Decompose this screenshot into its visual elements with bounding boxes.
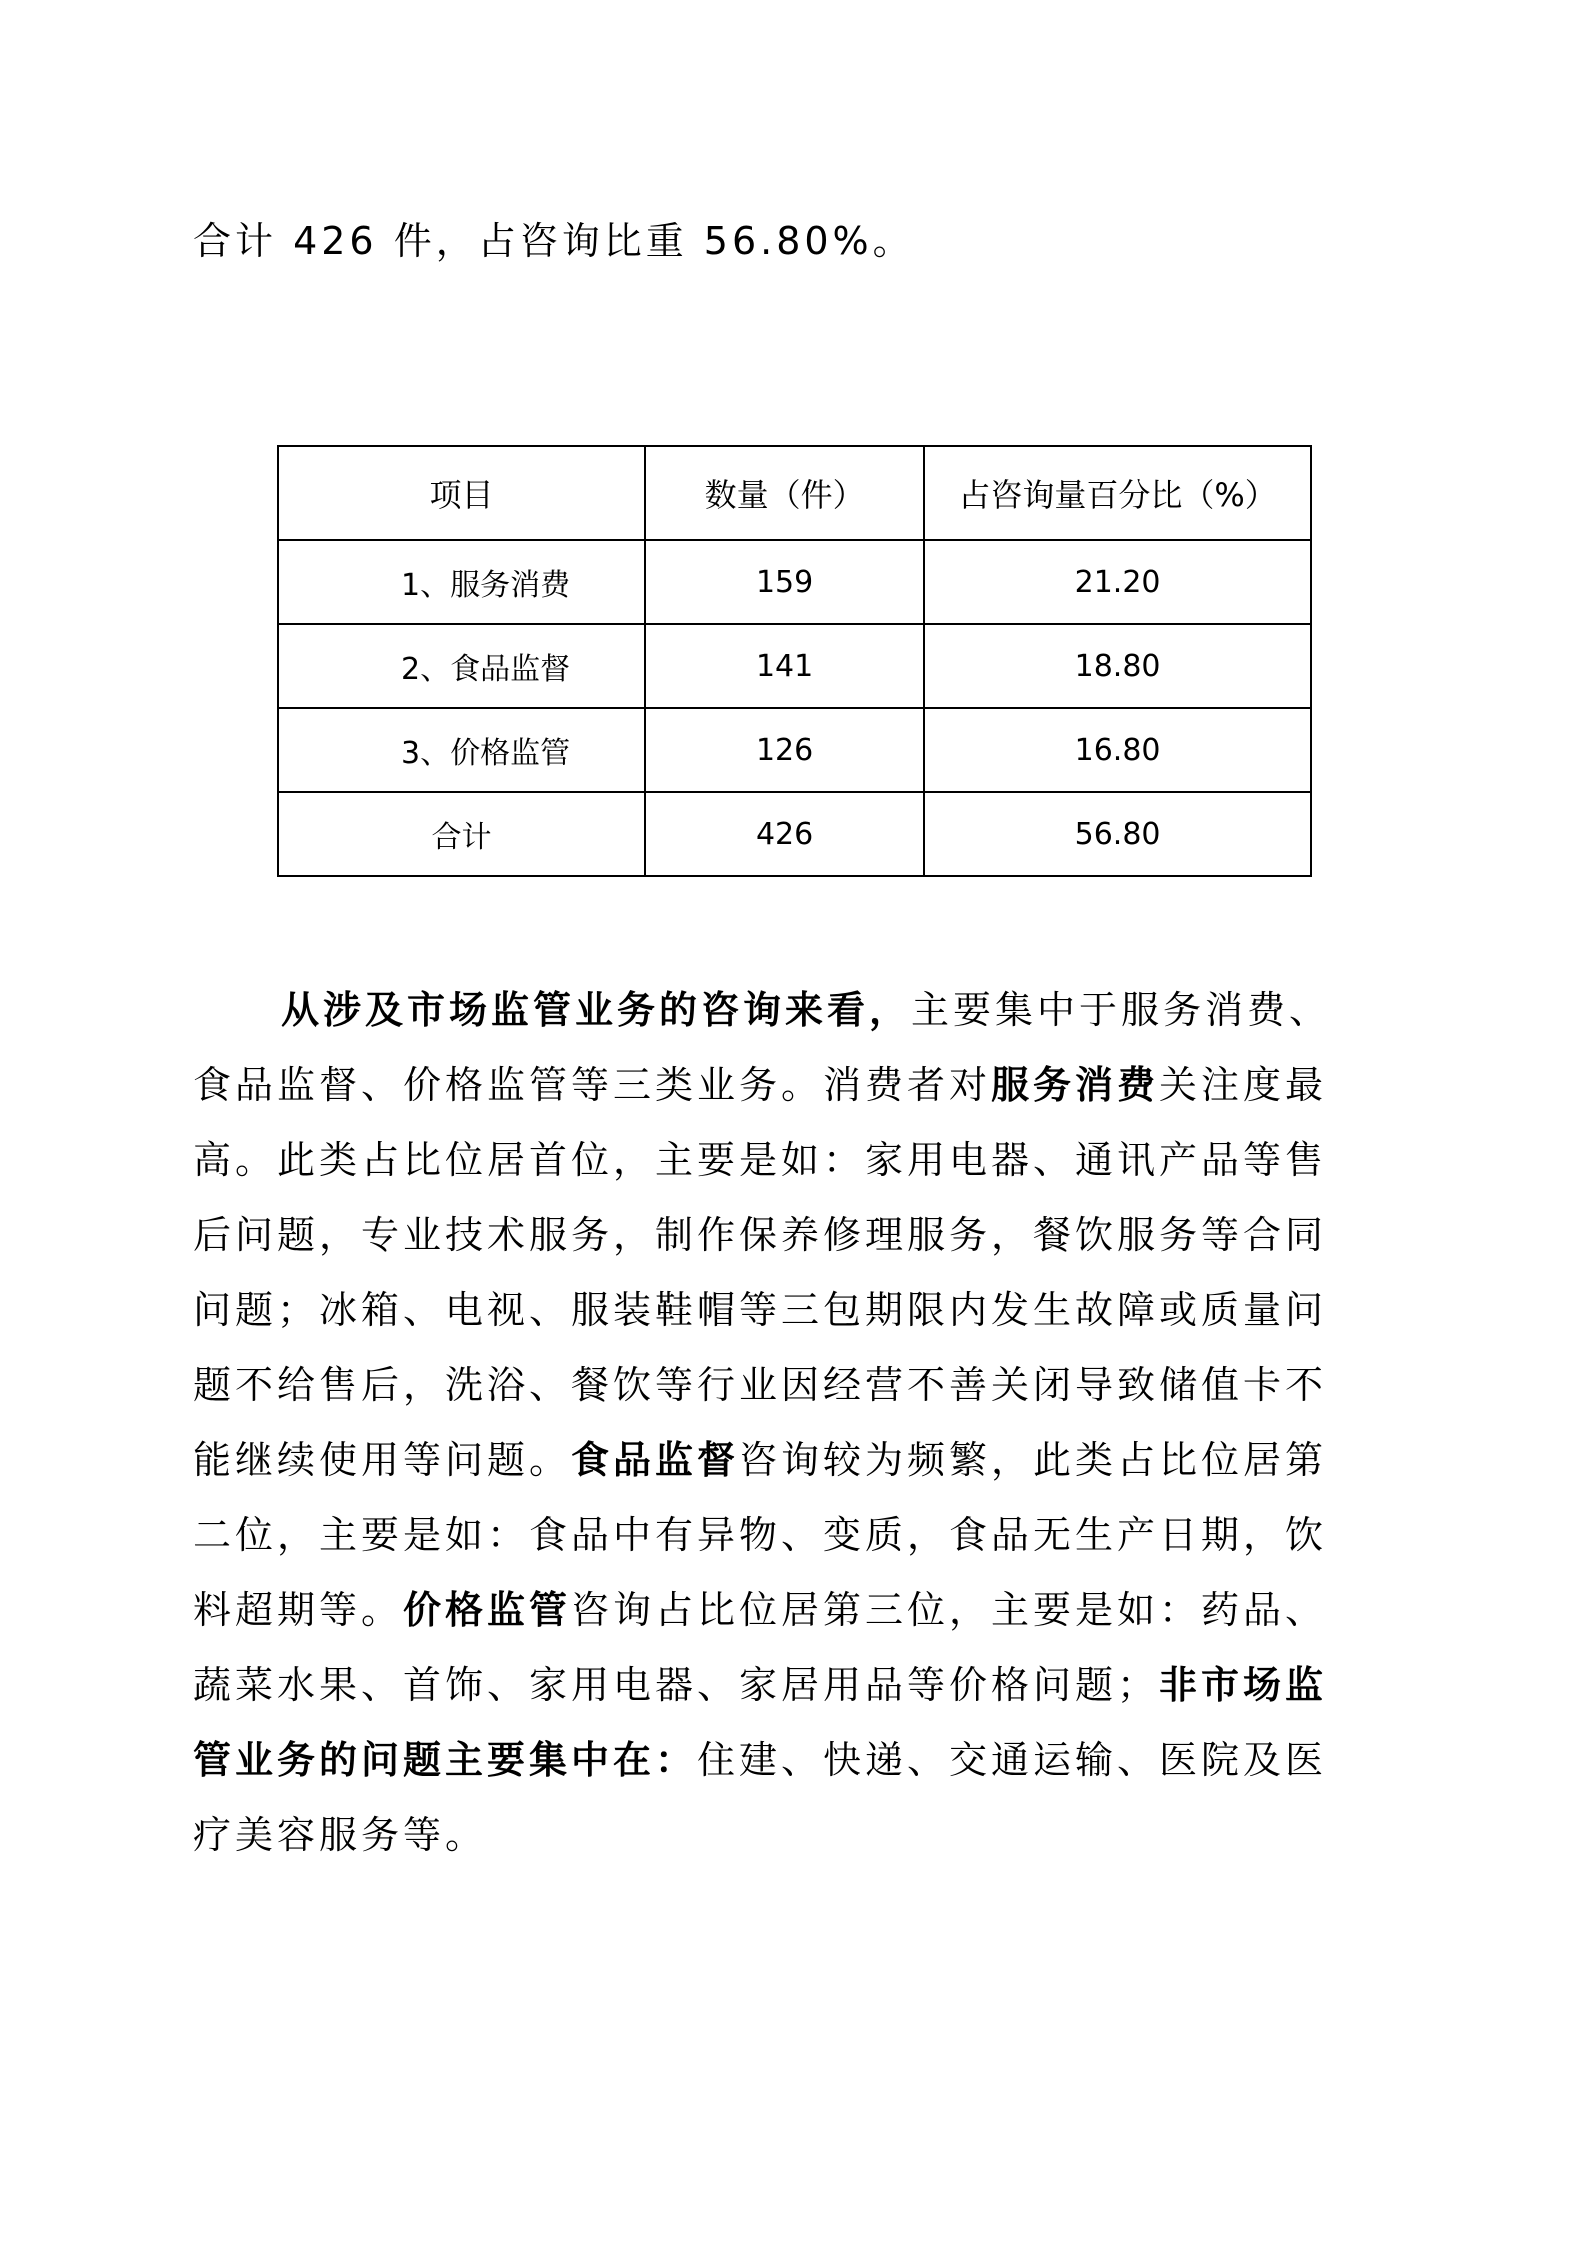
bold-text: 食品监督 bbox=[571, 1438, 740, 1482]
bold-text: 非市场监 bbox=[1159, 1663, 1328, 1707]
paragraph-line bbox=[193, 1510, 1405, 1560]
cell-percent: 18.80 bbox=[924, 624, 1311, 708]
consultation-table bbox=[277, 445, 1312, 877]
bold-text: 服务消费 bbox=[991, 1063, 1160, 1107]
text-run: 关注度最 bbox=[1159, 1063, 1328, 1107]
header-percent: 占咨询量百分比（%） bbox=[924, 446, 1311, 540]
paragraph-line bbox=[193, 1660, 1405, 1710]
cell-item: 合计 bbox=[278, 792, 645, 876]
paragraph-line bbox=[193, 1360, 1405, 1410]
paragraph-line bbox=[193, 1135, 1405, 1185]
text-run: 题不给售后，洗浴、餐饮等行业因经营不善关闭导致储值卡不 bbox=[193, 1363, 1328, 1407]
text-run: 二位，主要是如：食品中有异物、变质，食品无生产日期，饮 bbox=[193, 1513, 1328, 1557]
text-run: 主要集中于服务消费、 bbox=[911, 988, 1332, 1032]
cell-count: 426 bbox=[645, 792, 924, 876]
bold-text: 价格监管 bbox=[403, 1588, 572, 1632]
paragraph-line bbox=[193, 1285, 1405, 1335]
paragraph-line bbox=[193, 1435, 1405, 1485]
text-run: 食品监督、价格监管等三类业务。消费者对 bbox=[193, 1063, 992, 1107]
text-run: 高。此类占比位居首位，主要是如：家用电器、通讯产品等售 bbox=[193, 1138, 1328, 1182]
table-header-row bbox=[278, 446, 1311, 540]
cell-count: 126 bbox=[645, 708, 924, 792]
cell-percent: 16.80 bbox=[924, 708, 1311, 792]
cell-percent: 21.20 bbox=[924, 540, 1311, 624]
cell-count: 159 bbox=[645, 540, 924, 624]
paragraph-line bbox=[193, 1060, 1405, 1110]
text-run: 蔬菜水果、首饰、家用电器、家居用品等价格问题； bbox=[193, 1663, 1160, 1707]
paragraph-line bbox=[193, 1810, 1405, 1860]
paragraph-line bbox=[193, 1210, 1405, 1260]
text-run: 咨询较为频繁，此类占比位居第 bbox=[739, 1438, 1328, 1482]
cell-percent: 56.80 bbox=[924, 792, 1311, 876]
text-run: 咨询占比位居第三位，主要是如：药品、 bbox=[571, 1588, 1328, 1632]
paragraph-line bbox=[193, 985, 1493, 1035]
header-item: 项目 bbox=[278, 446, 645, 540]
cell-item: 1、服务消费 bbox=[278, 540, 645, 624]
summary-line: 合计 426 件，占咨询比重 56.80%。 bbox=[193, 219, 915, 263]
text-run: 住建、快递、交通运输、医院及医 bbox=[697, 1738, 1328, 1782]
text-run: 料超期等。 bbox=[193, 1588, 404, 1632]
cell-item: 3、价格监管 bbox=[278, 708, 645, 792]
cell-item: 2、食品监督 bbox=[278, 624, 645, 708]
table-total-row bbox=[278, 792, 1311, 876]
paragraph-line bbox=[193, 1585, 1405, 1635]
text-run: 疗美容服务等。 bbox=[193, 1813, 488, 1857]
bold-text: 管业务的问题主要集中在： bbox=[193, 1738, 698, 1782]
table-row bbox=[278, 540, 1311, 624]
paragraph-line bbox=[193, 1735, 1405, 1785]
header-count: 数量（件） bbox=[645, 446, 924, 540]
table-row bbox=[278, 708, 1311, 792]
text-run: 问题；冰箱、电视、服装鞋帽等三包期限内发生故障或质量问 bbox=[193, 1288, 1328, 1332]
cell-count: 141 bbox=[645, 624, 924, 708]
text-run: 能继续使用等问题。 bbox=[193, 1438, 572, 1482]
analysis-paragraph bbox=[193, 985, 1405, 1885]
table-row bbox=[278, 624, 1311, 708]
text-run: 后问题，专业技术服务，制作保养修理服务，餐饮服务等合同 bbox=[193, 1213, 1328, 1257]
bold-text: 从涉及市场监管业务的咨询来看， bbox=[281, 988, 912, 1032]
